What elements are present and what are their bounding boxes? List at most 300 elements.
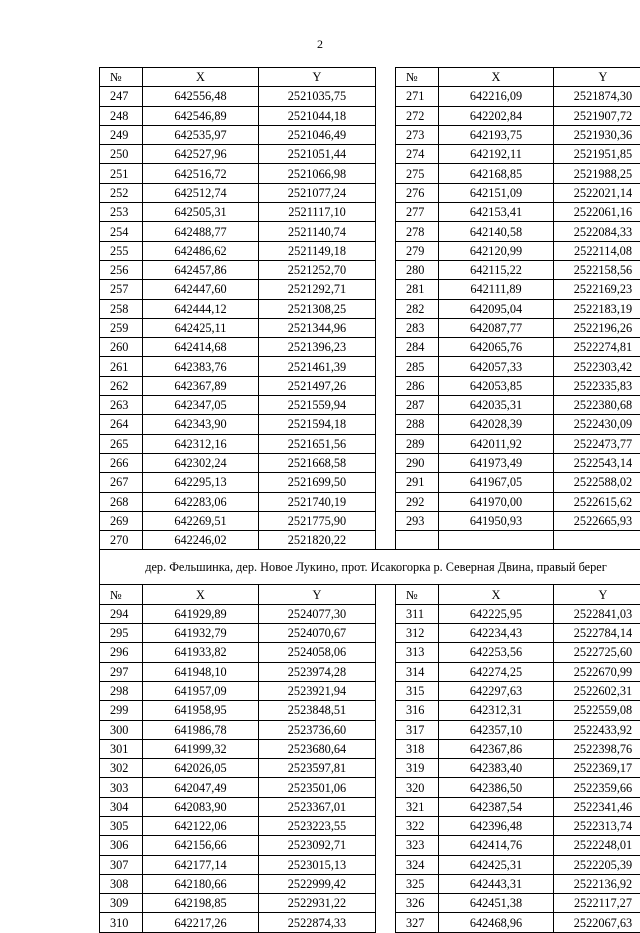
point-number: 255 <box>100 241 143 260</box>
point-number: 270 <box>100 531 143 550</box>
column-gap <box>376 913 396 932</box>
point-number: 281 <box>396 280 439 299</box>
point-number: 311 <box>396 604 439 623</box>
coord-x: 642425,11 <box>143 318 259 337</box>
point-number: 310 <box>100 913 143 932</box>
coord-x: 642516,72 <box>143 164 259 183</box>
column-gap <box>376 87 396 106</box>
point-number: 251 <box>100 164 143 183</box>
coord-y: 2522248,01 <box>554 836 640 855</box>
coord-x: 642386,50 <box>439 778 554 797</box>
column-gap <box>376 492 396 511</box>
coord-x: 642177,14 <box>143 855 259 874</box>
coord-y: 2522136,92 <box>554 874 640 893</box>
coord-x: 642367,89 <box>143 376 259 395</box>
coord-y: 2522473,77 <box>554 434 640 453</box>
column-gap <box>376 299 396 318</box>
column-gap <box>376 376 396 395</box>
table-row <box>100 624 640 643</box>
point-number: 274 <box>396 145 439 164</box>
coord-y: 2523974,28 <box>259 662 376 681</box>
coord-y: 2523223,55 <box>259 816 376 835</box>
header-y: Y <box>554 68 640 87</box>
table-row <box>100 203 640 222</box>
point-number: 315 <box>396 681 439 700</box>
coord-x: 642122,06 <box>143 816 259 835</box>
coord-y: 2522359,66 <box>554 778 640 797</box>
coord-x: 641967,05 <box>439 473 554 492</box>
point-number: 262 <box>100 376 143 395</box>
point-number: 259 <box>100 318 143 337</box>
coord-y: 2522559,08 <box>554 701 640 720</box>
table-row <box>100 222 640 241</box>
table-row <box>100 492 640 511</box>
coord-y: 2523680,64 <box>259 739 376 758</box>
coord-y: 2522183,19 <box>554 299 640 318</box>
coord-x: 642156,66 <box>143 836 259 855</box>
column-gap <box>376 662 396 681</box>
table-row <box>100 376 640 395</box>
column-gap <box>376 816 396 835</box>
coord-x: 641970,00 <box>439 492 554 511</box>
point-number: 297 <box>100 662 143 681</box>
coord-x: 642168,85 <box>439 164 554 183</box>
point-number: 261 <box>100 357 143 376</box>
coord-x: 642457,86 <box>143 260 259 279</box>
column-gap <box>376 222 396 241</box>
point-number: 265 <box>100 434 143 453</box>
table-row <box>100 241 640 260</box>
point-number: 327 <box>396 913 439 932</box>
point-number: 295 <box>100 624 143 643</box>
coord-y: 2522274,81 <box>554 338 640 357</box>
table-row <box>100 434 640 453</box>
table-row <box>100 759 640 778</box>
point-number: 276 <box>396 183 439 202</box>
column-gap <box>376 681 396 700</box>
table-row <box>100 299 640 318</box>
point-number: 287 <box>396 396 439 415</box>
coord-y: 2521461,39 <box>259 357 376 376</box>
coord-y: 2521497,26 <box>259 376 376 395</box>
coord-x: 642535,97 <box>143 125 259 144</box>
coord-x: 642180,66 <box>143 874 259 893</box>
coord-y: 2521117,10 <box>259 203 376 222</box>
coord-y: 2522931,22 <box>259 894 376 913</box>
coord-x: 641986,78 <box>143 720 259 739</box>
coord-x: 642217,26 <box>143 913 259 932</box>
point-number: 273 <box>396 125 439 144</box>
coord-y: 2524077,30 <box>259 604 376 623</box>
coord-y: 2522874,33 <box>259 913 376 932</box>
column-gap <box>376 241 396 260</box>
point-number: 250 <box>100 145 143 164</box>
point-number: 258 <box>100 299 143 318</box>
coord-y: 2522725,60 <box>554 643 640 662</box>
coord-x: 642115,22 <box>439 260 554 279</box>
point-number: 317 <box>396 720 439 739</box>
coord-y: 2521820,22 <box>259 531 376 550</box>
point-number: 248 <box>100 106 143 125</box>
coord-y: 2521699,50 <box>259 473 376 492</box>
coord-y: 2523015,13 <box>259 855 376 874</box>
coord-x: 642087,77 <box>439 318 554 337</box>
coord-y: 2522303,42 <box>554 357 640 376</box>
coord-x: 641999,32 <box>143 739 259 758</box>
point-number: 318 <box>396 739 439 758</box>
point-number: 257 <box>100 280 143 299</box>
coord-y: 2521292,71 <box>259 280 376 299</box>
coord-x: 642383,76 <box>143 357 259 376</box>
point-number: 308 <box>100 874 143 893</box>
column-gap <box>376 260 396 279</box>
coord-x: 642512,74 <box>143 183 259 202</box>
point-number: 322 <box>396 816 439 835</box>
header-x: X <box>439 68 554 87</box>
coord-y: 2522602,31 <box>554 681 640 700</box>
coord-x: 642274,25 <box>439 662 554 681</box>
coord-x: 642202,84 <box>439 106 554 125</box>
coord-x: 642083,90 <box>143 797 259 816</box>
column-gap <box>376 511 396 530</box>
coord-x: 641932,79 <box>143 624 259 643</box>
coord-y: 2521344,96 <box>259 318 376 337</box>
coord-y: 2522398,76 <box>554 739 640 758</box>
point-number: 280 <box>396 260 439 279</box>
point-number: 268 <box>100 492 143 511</box>
point-number: 266 <box>100 453 143 472</box>
point-number: 275 <box>396 164 439 183</box>
coord-y: 2521740,19 <box>259 492 376 511</box>
column-gap <box>376 894 396 913</box>
coord-x: 642396,48 <box>439 816 554 835</box>
table-row <box>100 739 640 758</box>
coord-x: 642367,86 <box>439 739 554 758</box>
header-num: № <box>100 68 143 87</box>
coord-y: 2521874,30 <box>554 87 640 106</box>
point-number: 285 <box>396 357 439 376</box>
table-row <box>100 145 640 164</box>
point-number: 271 <box>396 87 439 106</box>
coord-y: 2521066,98 <box>259 164 376 183</box>
column-gap <box>376 874 396 893</box>
column-gap <box>376 338 396 357</box>
coord-y: 2521594,18 <box>259 415 376 434</box>
coord-y: 2523092,71 <box>259 836 376 855</box>
point-number: 286 <box>396 376 439 395</box>
coord-y: 2523921,94 <box>259 681 376 700</box>
coord-y: 2522430,09 <box>554 415 640 434</box>
column-gap <box>376 357 396 376</box>
column-gap <box>376 778 396 797</box>
coord-x: 641973,49 <box>439 453 554 472</box>
coord-y: 2522433,92 <box>554 720 640 739</box>
coord-x: 642026,05 <box>143 759 259 778</box>
table-row <box>100 604 640 623</box>
point-number: 321 <box>396 797 439 816</box>
coord-y <box>554 531 640 550</box>
coord-y: 2522158,56 <box>554 260 640 279</box>
header-num: № <box>396 68 439 87</box>
coord-x: 642414,76 <box>439 836 554 855</box>
column-gap <box>376 164 396 183</box>
coord-x: 642140,58 <box>439 222 554 241</box>
coord-y: 2522543,14 <box>554 453 640 472</box>
column-gap <box>376 145 396 164</box>
table-row <box>100 396 640 415</box>
table-row <box>100 473 640 492</box>
table-row <box>100 643 640 662</box>
point-number: 316 <box>396 701 439 720</box>
coord-y: 2523501,06 <box>259 778 376 797</box>
table-row <box>100 836 640 855</box>
coord-y: 2522665,93 <box>554 511 640 530</box>
point-number: 260 <box>100 338 143 357</box>
coord-x: 642312,31 <box>439 701 554 720</box>
header-y: Y <box>259 68 376 87</box>
column-gap <box>376 68 396 87</box>
point-number: 291 <box>396 473 439 492</box>
coord-y: 2522084,33 <box>554 222 640 241</box>
column-gap <box>376 473 396 492</box>
table-row <box>100 778 640 797</box>
coord-y: 2522380,68 <box>554 396 640 415</box>
point-number: 309 <box>100 894 143 913</box>
table-row <box>100 318 640 337</box>
coord-x: 641948,10 <box>143 662 259 681</box>
column-gap <box>376 624 396 643</box>
point-number: 320 <box>396 778 439 797</box>
column-gap <box>376 280 396 299</box>
point-number: 312 <box>396 624 439 643</box>
coord-y: 2522205,39 <box>554 855 640 874</box>
coord-x: 642028,39 <box>439 415 554 434</box>
table-row <box>100 701 640 720</box>
coord-y: 2524058,06 <box>259 643 376 662</box>
table-row <box>100 720 640 739</box>
coord-x: 642357,10 <box>439 720 554 739</box>
column-gap <box>376 855 396 874</box>
table-row <box>100 357 640 376</box>
column-gap <box>376 318 396 337</box>
coord-y: 2521559,94 <box>259 396 376 415</box>
coord-x: 641933,82 <box>143 643 259 662</box>
coord-y: 2522335,83 <box>554 376 640 395</box>
column-gap <box>376 434 396 453</box>
column-gap <box>376 203 396 222</box>
coord-y: 2522588,02 <box>554 473 640 492</box>
coord-x: 642234,43 <box>439 624 554 643</box>
coord-y: 2522670,99 <box>554 662 640 681</box>
coord-x: 642192,11 <box>439 145 554 164</box>
coord-x: 641958,95 <box>143 701 259 720</box>
point-number: 300 <box>100 720 143 739</box>
table-row <box>100 106 640 125</box>
coord-y: 2523736,60 <box>259 720 376 739</box>
coord-y: 2522615,62 <box>554 492 640 511</box>
coord-x: 642443,31 <box>439 874 554 893</box>
point-number: 290 <box>396 453 439 472</box>
coord-y: 2521252,70 <box>259 260 376 279</box>
coord-x: 642269,51 <box>143 511 259 530</box>
column-gap <box>376 585 396 604</box>
coord-x: 642486,62 <box>143 241 259 260</box>
coord-y: 2522067,63 <box>554 913 640 932</box>
coord-x: 642444,12 <box>143 299 259 318</box>
point-number: 256 <box>100 260 143 279</box>
table-header-row <box>100 585 640 604</box>
point-number: 292 <box>396 492 439 511</box>
point-number: 289 <box>396 434 439 453</box>
table-row <box>100 913 640 932</box>
coord-x: 642447,60 <box>143 280 259 299</box>
header-num: № <box>396 585 439 604</box>
coord-x: 642198,85 <box>143 894 259 913</box>
coord-x: 642387,54 <box>439 797 554 816</box>
coord-x: 642297,63 <box>439 681 554 700</box>
coord-y: 2521396,23 <box>259 338 376 357</box>
coordinates-sheet <box>99 67 595 933</box>
coord-x: 642111,89 <box>439 280 554 299</box>
column-gap <box>376 604 396 623</box>
table-row <box>100 164 640 183</box>
coord-x: 642095,04 <box>439 299 554 318</box>
table-row <box>100 183 640 202</box>
coord-x: 642193,75 <box>439 125 554 144</box>
table-row <box>100 531 640 550</box>
coord-x: 642347,05 <box>143 396 259 415</box>
point-number: 303 <box>100 778 143 797</box>
section-title: дер. Фельшинка, дер. Новое Лукино, прот. Исакогорка р. Северная Двина, правый берег <box>100 550 640 585</box>
coord-y: 2522196,26 <box>554 318 640 337</box>
coordinates-table-body <box>100 68 640 933</box>
column-gap <box>376 125 396 144</box>
point-number: 283 <box>396 318 439 337</box>
coord-y: 2521907,72 <box>554 106 640 125</box>
point-number: 305 <box>100 816 143 835</box>
point-number: 254 <box>100 222 143 241</box>
point-number: 269 <box>100 511 143 530</box>
point-number <box>396 531 439 550</box>
header-y: Y <box>259 585 376 604</box>
table-row <box>100 816 640 835</box>
point-number: 278 <box>396 222 439 241</box>
point-number: 302 <box>100 759 143 778</box>
table-row <box>100 87 640 106</box>
column-gap <box>376 701 396 720</box>
table-row <box>100 662 640 681</box>
column-gap <box>376 643 396 662</box>
point-number: 294 <box>100 604 143 623</box>
table-row <box>100 280 640 299</box>
coord-x: 642053,85 <box>439 376 554 395</box>
table-row <box>100 260 640 279</box>
point-number: 304 <box>100 797 143 816</box>
table-row <box>100 681 640 700</box>
coord-x: 642225,95 <box>439 604 554 623</box>
coord-x: 642312,16 <box>143 434 259 453</box>
coord-x: 642057,33 <box>439 357 554 376</box>
coord-x: 642488,77 <box>143 222 259 241</box>
coord-y: 2523597,81 <box>259 759 376 778</box>
coord-x: 642253,56 <box>439 643 554 662</box>
coord-y: 2521951,85 <box>554 145 640 164</box>
coord-x: 642425,31 <box>439 855 554 874</box>
point-number: 263 <box>100 396 143 415</box>
point-number: 264 <box>100 415 143 434</box>
column-gap <box>376 720 396 739</box>
point-number: 298 <box>100 681 143 700</box>
point-number: 296 <box>100 643 143 662</box>
coord-y: 2521308,25 <box>259 299 376 318</box>
coord-x: 642065,76 <box>439 338 554 357</box>
coord-x: 642246,02 <box>143 531 259 550</box>
coord-y: 2522341,46 <box>554 797 640 816</box>
point-number: 279 <box>396 241 439 260</box>
coord-y: 2522117,27 <box>554 894 640 913</box>
point-number: 306 <box>100 836 143 855</box>
coord-y: 2521046,49 <box>259 125 376 144</box>
column-gap <box>376 453 396 472</box>
page-number: 2 <box>0 37 640 51</box>
coord-x: 642414,68 <box>143 338 259 357</box>
point-number: 277 <box>396 203 439 222</box>
coord-y: 2521035,75 <box>259 87 376 106</box>
column-gap <box>376 531 396 550</box>
column-gap <box>376 415 396 434</box>
coord-x: 642505,31 <box>143 203 259 222</box>
point-number: 314 <box>396 662 439 681</box>
coord-y: 2521651,56 <box>259 434 376 453</box>
coord-x: 642216,09 <box>439 87 554 106</box>
column-gap <box>376 797 396 816</box>
coord-x: 642295,13 <box>143 473 259 492</box>
coordinates-table <box>99 67 640 933</box>
coord-x: 641950,93 <box>439 511 554 530</box>
point-number: 249 <box>100 125 143 144</box>
coord-x: 642153,41 <box>439 203 554 222</box>
table-row <box>100 338 640 357</box>
coord-x: 642047,49 <box>143 778 259 797</box>
coord-y: 2522021,14 <box>554 183 640 202</box>
coord-y: 2521930,36 <box>554 125 640 144</box>
point-number: 288 <box>396 415 439 434</box>
coord-y: 2521988,25 <box>554 164 640 183</box>
coord-y: 2523848,51 <box>259 701 376 720</box>
table-row <box>100 855 640 874</box>
coord-y: 2521077,24 <box>259 183 376 202</box>
point-number: 247 <box>100 87 143 106</box>
coord-x: 642151,09 <box>439 183 554 202</box>
coord-y: 2523367,01 <box>259 797 376 816</box>
coord-x: 641957,09 <box>143 681 259 700</box>
coord-x: 642302,24 <box>143 453 259 472</box>
point-number: 319 <box>396 759 439 778</box>
point-number: 326 <box>396 894 439 913</box>
point-number: 253 <box>100 203 143 222</box>
point-number: 307 <box>100 855 143 874</box>
coord-y: 2524070,67 <box>259 624 376 643</box>
coord-x: 642556,48 <box>143 87 259 106</box>
point-number: 282 <box>396 299 439 318</box>
point-number: 325 <box>396 874 439 893</box>
coord-y: 2521149,18 <box>259 241 376 260</box>
column-gap <box>376 759 396 778</box>
coord-y: 2522999,42 <box>259 874 376 893</box>
column-gap <box>376 183 396 202</box>
coord-x: 642283,06 <box>143 492 259 511</box>
coord-x: 642546,89 <box>143 106 259 125</box>
